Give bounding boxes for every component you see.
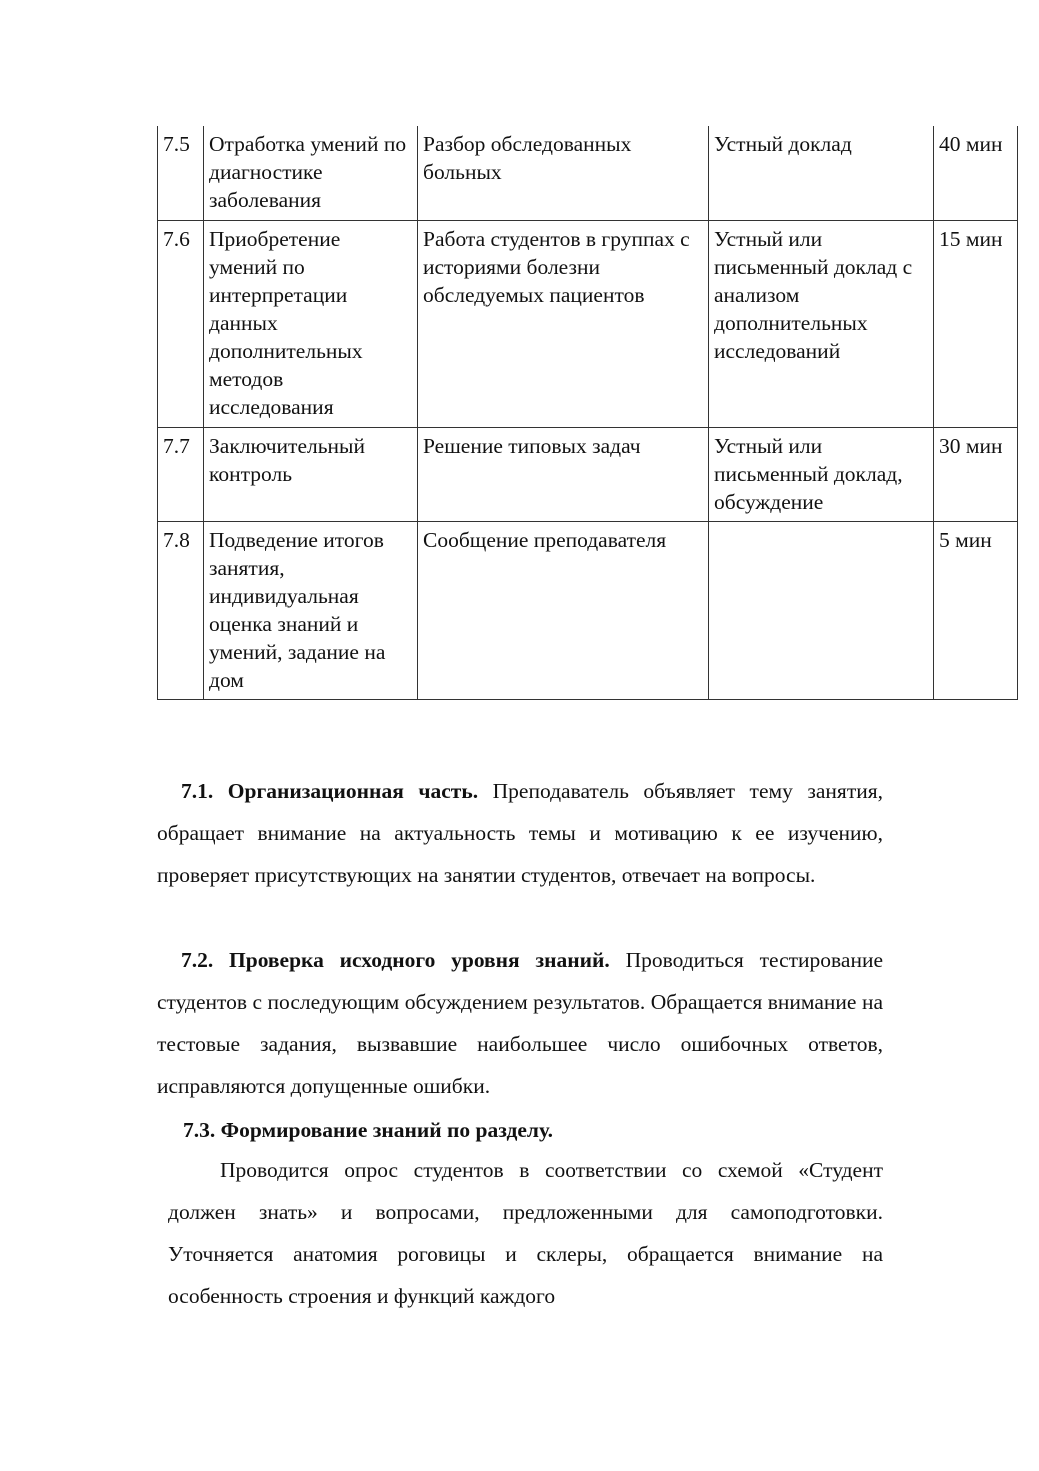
row-number: 7.7 [158,427,204,521]
form-cell [709,521,934,699]
section-7-1-text: Преподаватель объявляет тему занятия, обращает внимание на актуальность темы и мотивацию к ее изучению, проверяет присутствующих на занятии студентов, отвечает на вопросы. [157,779,883,887]
method-cell: Работа студентов в группах с историями болезни обследуемых пациентов [418,220,709,427]
form-cell: Устный или письменный доклад, обсуждение [709,427,934,521]
stage-cell: Отработка умений по диагностике заболевания [204,126,418,220]
method-cell: Сообщение преподавателя [418,521,709,699]
time-cell: 40 мин [934,126,1018,220]
section-7-2-text: Проводиться тестирование студентов с последующим обсуждением результатов. Обращается внимание на тестовые задания, вызвавшие наибольшее число ошибочных ответов, исправляются допущенные ошибки. [157,948,883,1098]
table-row [158,521,1018,699]
row-number: 7.8 [158,521,204,699]
row-number: 7.5 [158,126,204,220]
time-cell: 30 мин [934,427,1018,521]
section-7-3-paragraph: Проводится опрос студентов в соответствии со схемой «Студент должен знать» и вопросами, предложенными для самоподготовки. Уточняется анатомия роговицы и склеры, обращается внимание на особенность строения и функций каждого [168,1158,883,1308]
time-cell: 5 мин [934,521,1018,699]
section-7-3-title: 7.3. Формирование знаний по разделу. [183,1118,553,1142]
table-row [158,126,1018,220]
table-row [158,427,1018,521]
form-cell: Устный или письменный доклад с анализом дополнительных исследований [709,220,934,427]
section-7-1-title: 7.1. Организационная часть. [181,779,479,803]
stage-cell: Заключительный контроль [204,427,418,521]
stage-cell: Подведение итогов занятия, индивидуальная оценка знаний и умений, задание на дом [204,521,418,699]
method-cell: Разбор обследованных больных [418,126,709,220]
time-cell: 15 мин [934,220,1018,427]
row-number: 7.6 [158,220,204,427]
stage-cell: Приобретение умений по интерпретации данных дополнительных методов исследования [204,220,418,427]
table-row [158,220,1018,427]
method-cell: Решение типовых задач [418,427,709,521]
section-7-2-paragraph [157,939,883,1107]
form-cell: Устный доклад [709,126,934,220]
lesson-plan-table [157,126,1018,700]
section-7-2-title: 7.2. Проверка исходного уровня знаний. [181,948,610,972]
section-7-1-paragraph [157,770,883,896]
